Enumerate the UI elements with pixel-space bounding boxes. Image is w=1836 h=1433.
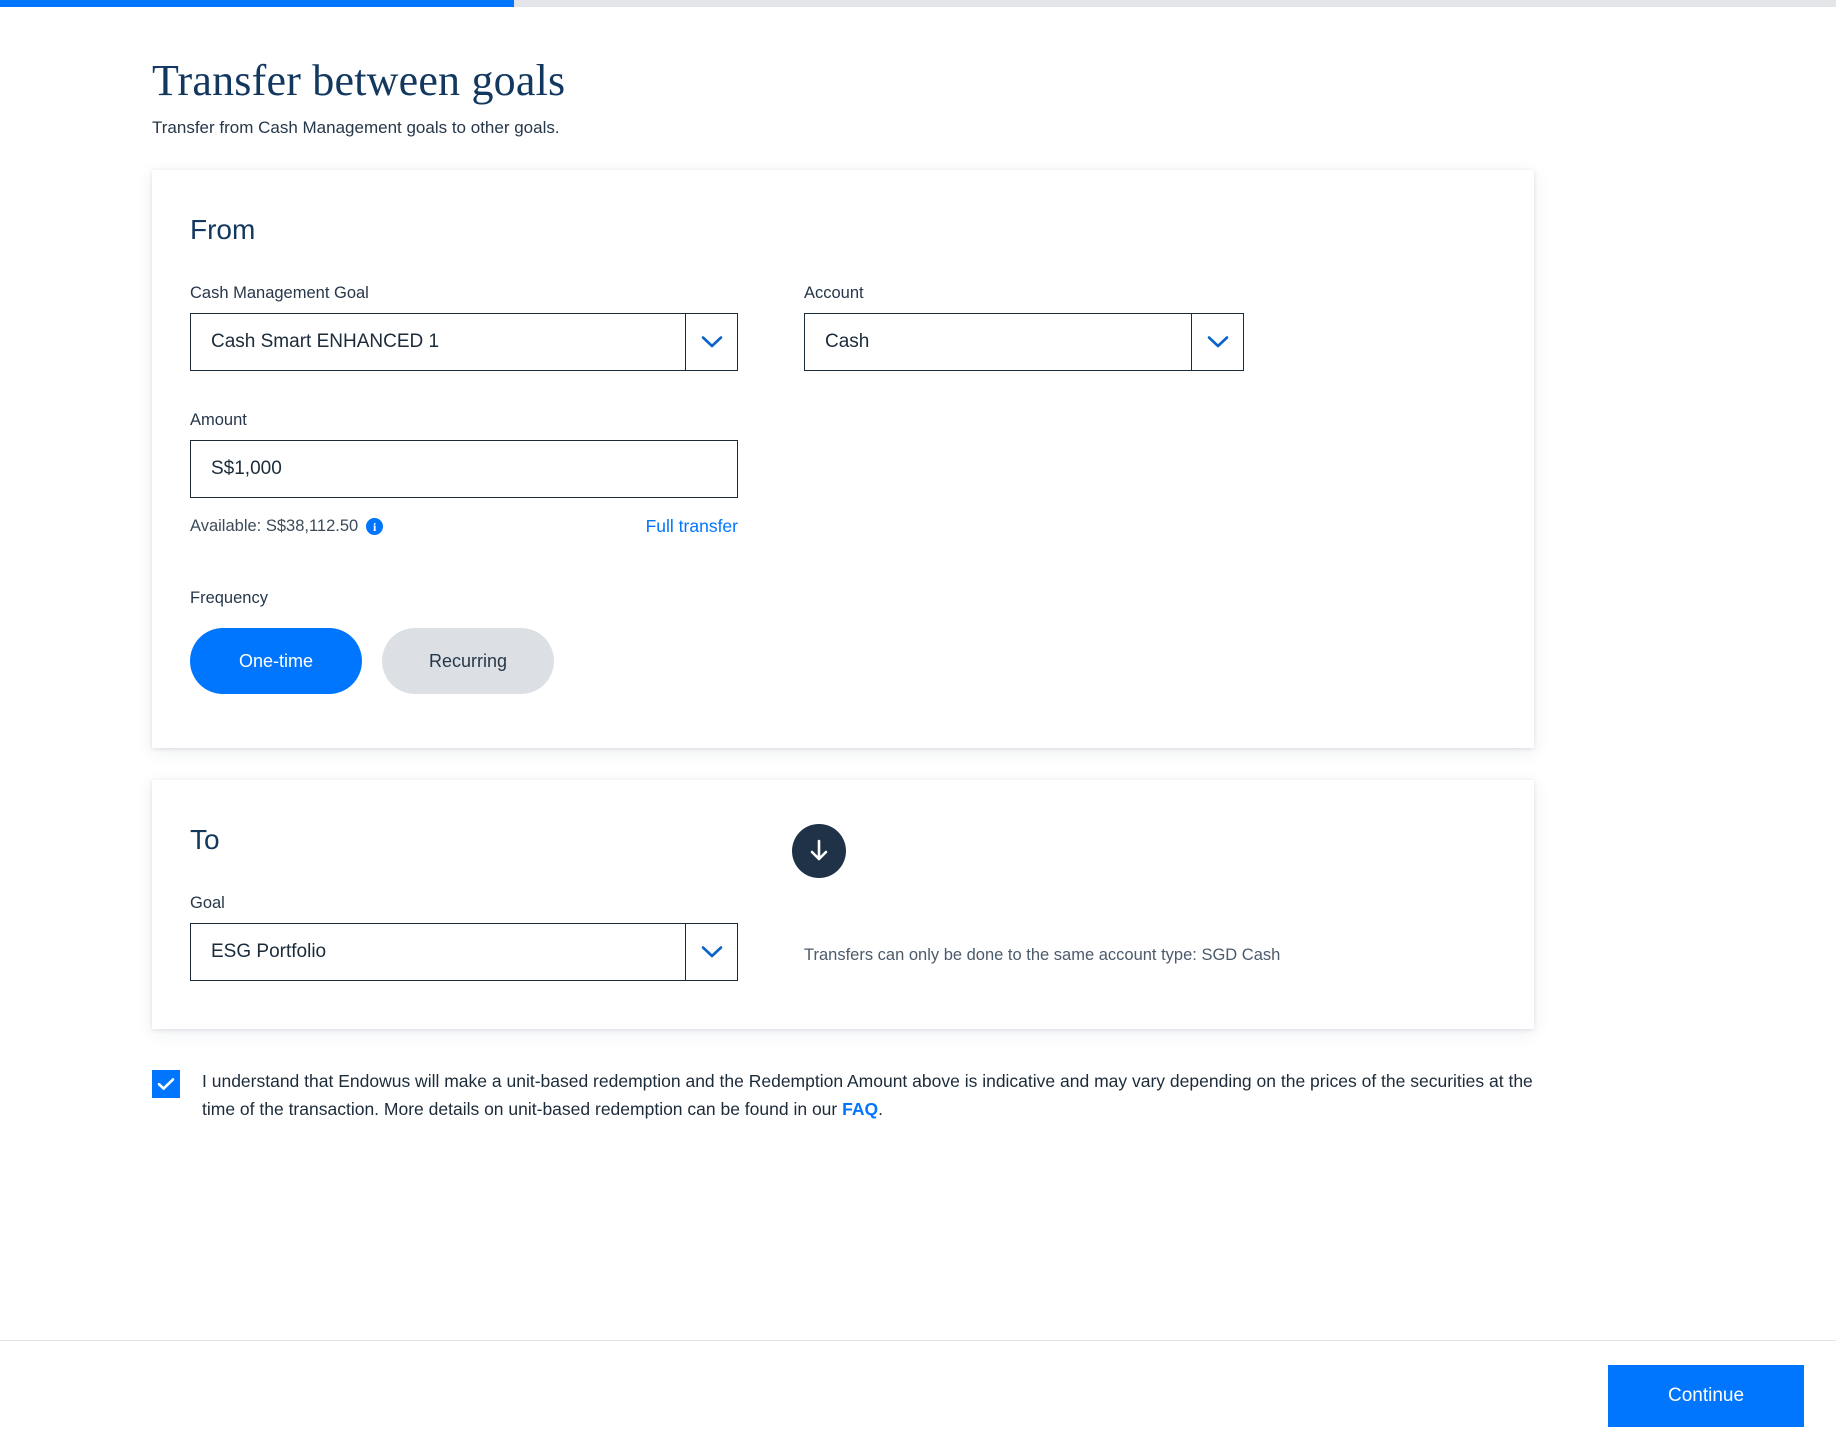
from-goal-select-value: Cash Smart ENHANCED 1 [211,331,440,352]
arrow-down-icon [792,824,846,878]
from-card [152,170,1534,748]
available-balance-text: Available: S$38,112.50 [190,517,359,535]
to-section-title: To [190,824,220,855]
page-subtitle: Transfer from Cash Management goals to other goals. [152,118,560,137]
to-account-note: Transfers can only be done to the same account type: SGD Cash [804,946,1281,964]
amount-field [190,411,738,537]
page-header [0,7,1836,138]
consent-text-part2: . [878,1099,883,1119]
from-account-field [804,284,1244,371]
frequency-option-recurring[interactable]: Recurring [382,628,554,694]
from-goal-select[interactable] [190,313,738,371]
footer-bar [0,1340,1836,1433]
to-goal-field [190,894,738,981]
continue-button[interactable]: Continue [1608,1365,1804,1427]
page-container [0,7,1836,1426]
consent-text [202,1067,1534,1123]
consent-checkbox[interactable] [152,1070,180,1098]
consent-row [152,1067,1534,1123]
from-goal-field [190,284,738,371]
amount-input[interactable] [190,440,738,498]
frequency-option-one-time[interactable]: One-time [190,628,362,694]
transfer-cards [152,170,1534,1029]
amount-meta-row [190,516,738,537]
from-goal-label: Cash Management Goal [190,284,369,302]
from-section-title: From [190,214,256,245]
amount-label: Amount [190,411,247,429]
from-account-label: Account [804,284,864,302]
frequency-field [190,589,1496,694]
progress-bar-fill [0,0,514,7]
card-divider-gap [152,748,1534,780]
to-card [152,780,1534,1029]
to-goal-label: Goal [190,894,225,912]
to-goal-select[interactable] [190,923,738,981]
chevron-down-icon[interactable] [685,314,737,370]
from-selectors-row [190,284,1496,371]
to-selectors-row [190,894,1496,981]
frequency-label: Frequency [190,589,268,607]
progress-bar-track [0,0,1836,7]
consent-text-part1: I understand that Endowus will make a unit-based redemption and the Redemption Amount above is indicative and may vary depending on the prices of the securities at the time of the transaction. More details on unit-based redemption can be found in our [202,1071,1533,1119]
to-goal-select-value: ESG Portfolio [211,941,327,962]
from-account-select-value: Cash [825,331,870,352]
frequency-options [190,628,1496,694]
chevron-down-icon[interactable] [1191,314,1243,370]
available-balance [190,517,383,536]
from-account-select[interactable] [804,313,1244,371]
info-icon[interactable]: i [366,518,383,535]
page-title: Transfer between goals [152,56,566,105]
chevron-down-icon[interactable] [685,924,737,980]
full-transfer-link[interactable]: Full transfer [645,516,738,536]
faq-link[interactable]: FAQ [842,1099,879,1119]
